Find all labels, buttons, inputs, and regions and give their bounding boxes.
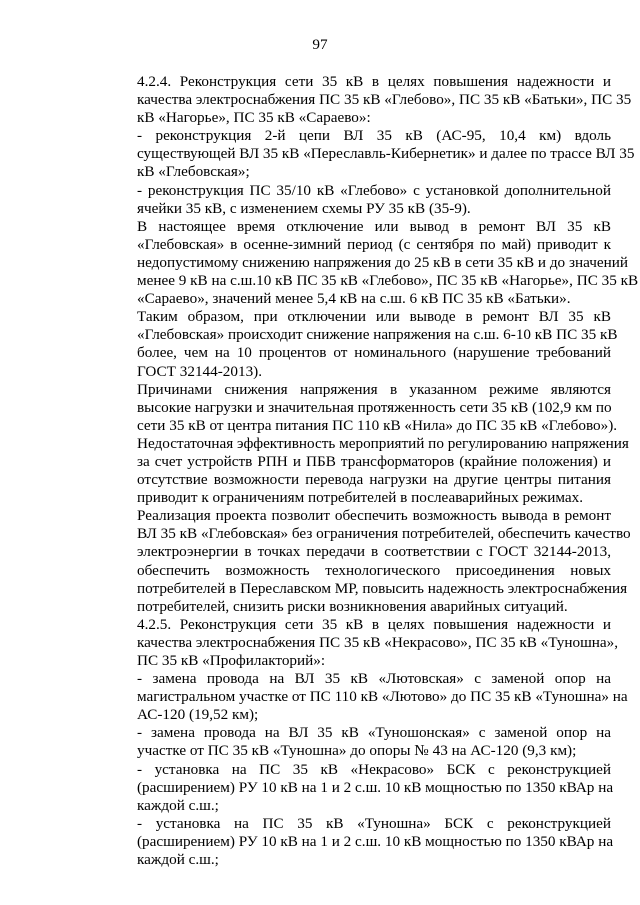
paragraph: [89, 182, 611, 218]
text-line: Недостаточная эффективность мероприятий по регулированию напряжения: [137, 434, 629, 452]
text-line: недопустимому снижению напряжения до 25 кВ в сети 35 кВ и до значений: [137, 253, 628, 271]
paragraph: [89, 760, 614, 815]
text-line: обеспечить возможность технологического присоединения новых: [137, 561, 611, 579]
text-line: 4.2.5. Реконструкция сети 35 кВ в целях повышения надежности и: [137, 615, 611, 633]
text-line: (расширением) РУ 10 кВ на 1 и 2 с.ш. 10 кВ мощностью по 1350 кВАр на: [137, 832, 614, 850]
paragraph: [89, 670, 628, 724]
paragraph: [89, 724, 611, 760]
text-line: кВ «Глебовская»;: [137, 163, 250, 181]
text-line: менее 9 кВ на с.ш.10 кВ ПС 35 кВ «Глебово», ПС 35 кВ «Нагорье», ПС 35 кВ: [137, 272, 639, 290]
text-line: потребителей, снизить риски возникновения аварийных ситуаций.: [137, 597, 568, 615]
text-line: - установка на ПС 35 кВ «Туношна» БСК с реконструкцией: [137, 814, 611, 832]
paragraph: [89, 814, 614, 869]
text-line: магистральном участке от ПС 110 кВ «Лютово» до ПС 35 кВ «Туношна» на: [137, 688, 628, 706]
page-number: 97: [312, 36, 328, 53]
paragraph: [89, 217, 639, 308]
paragraph: [89, 127, 635, 181]
text-line: 4.2.4. Реконструкция сети 35 кВ в целях повышения надежности и: [137, 73, 611, 90]
text-line: ПС 35 кВ «Профилакторий»:: [137, 652, 326, 669]
paragraph: [89, 73, 632, 127]
text-line: «Глебовская» в осенне-зимний период (с сентября по май) приводит к: [137, 235, 611, 253]
text-line: потребителей в Переславском МР, повысить надежность электроснабжения: [137, 579, 628, 597]
text-line: Таким образом, при отключении или выводе в ремонт ВЛ 35 кВ: [137, 308, 611, 326]
text-line: - реконструкция ПС 35/10 кВ «Глебово» с установкой дополнительной: [137, 181, 611, 199]
text-line: АС-120 (19,52 км);: [137, 706, 259, 724]
text-line: отсутствие возможности перевода нагрузки на другие центры питания: [137, 471, 611, 489]
text-line: высокие нагрузки и значительная протяженность сети 35 кВ (102,9 км по: [137, 398, 612, 416]
text-line: кВ «Нагорье», ПС 35 кВ «Сараево»:: [137, 109, 371, 127]
text-line: Реализация проекта позволит обеспечить возможность вывода в ремонт: [137, 507, 611, 525]
text-line: ВЛ 35 кВ «Глебовская» без ограничения потребителей, обеспечить качество: [137, 525, 631, 543]
text-line: - замена провода на ВЛ 35 кВ «Туношонская» с заменой опор на: [137, 724, 611, 742]
text-line: ГОСТ 32144-2013).: [137, 362, 263, 380]
text-line: существующей ВЛ 35 кВ «Переславль-Кибернетик» и далее по трассе ВЛ 35: [137, 145, 635, 163]
text-line: каждой с.ш.;: [137, 796, 219, 814]
text-line: - реконструкция 2-й цепи ВЛ 35 кВ (АС-95, 10,4 км) вдоль: [137, 127, 611, 145]
text-line: сети 35 кВ от центра питания ПС 110 кВ «Нила» до ПС 35 кВ «Глебово»).: [137, 416, 618, 434]
text-line: электроэнергии в точках передачи в соответствии с ГОСТ 32144-2013,: [137, 543, 611, 561]
text-line: - установка на ПС 35 кВ «Некрасово» БСК с реконструкцией: [137, 760, 611, 778]
paragraph: [89, 308, 618, 380]
text-line: приводит к ограничениям потребителей в послеаварийных режимах.: [137, 489, 584, 507]
text-line: участке от ПС 35 кВ «Туношна» до опоры № 43 на АС-120 (9,3 км);: [137, 742, 577, 760]
text-line: В настоящее время отключение или вывод в ремонт ВЛ 35 кВ: [137, 217, 611, 235]
text-line: более, чем на 10 процентов от номинального (нарушение требований: [137, 344, 611, 362]
paragraph: [89, 507, 631, 616]
text-line: «Глебовская» происходит снижение напряжения на с.ш. 6-10 кВ ПС 35 кВ: [137, 326, 618, 344]
text-line: (расширением) РУ 10 кВ на 1 и 2 с.ш. 10 кВ мощностью по 1350 кВАр на: [137, 778, 614, 796]
paragraph: [89, 615, 619, 670]
paragraph: [89, 380, 629, 508]
text-line: качества электроснабжения ПС 35 кВ «Глебово», ПС 35 кВ «Батьки», ПС 35: [137, 91, 632, 109]
text-line: каждой с.ш.;: [137, 851, 219, 869]
text-line: за счет устройств РПН и ПБВ трансформаторов (крайние положения) и: [137, 452, 611, 470]
text-line: ячейки 35 кВ, с изменением схемы РУ 35 кВ (35-9).: [137, 199, 471, 217]
text-line: качества электроснабжения ПС 35 кВ «Некрасово», ПС 35 кВ «Туношна»,: [137, 633, 619, 651]
document-body: [89, 73, 639, 869]
text-line: Причинами снижения напряжения в указанном режиме являются: [137, 380, 611, 398]
text-line: - замена провода на ВЛ 35 кВ «Лютовская» с заменой опор на: [137, 670, 611, 688]
text-line: «Сараево», значений менее 5,4 кВ на с.ш. 6 кВ ПС 35 кВ «Батьки».: [137, 290, 571, 308]
